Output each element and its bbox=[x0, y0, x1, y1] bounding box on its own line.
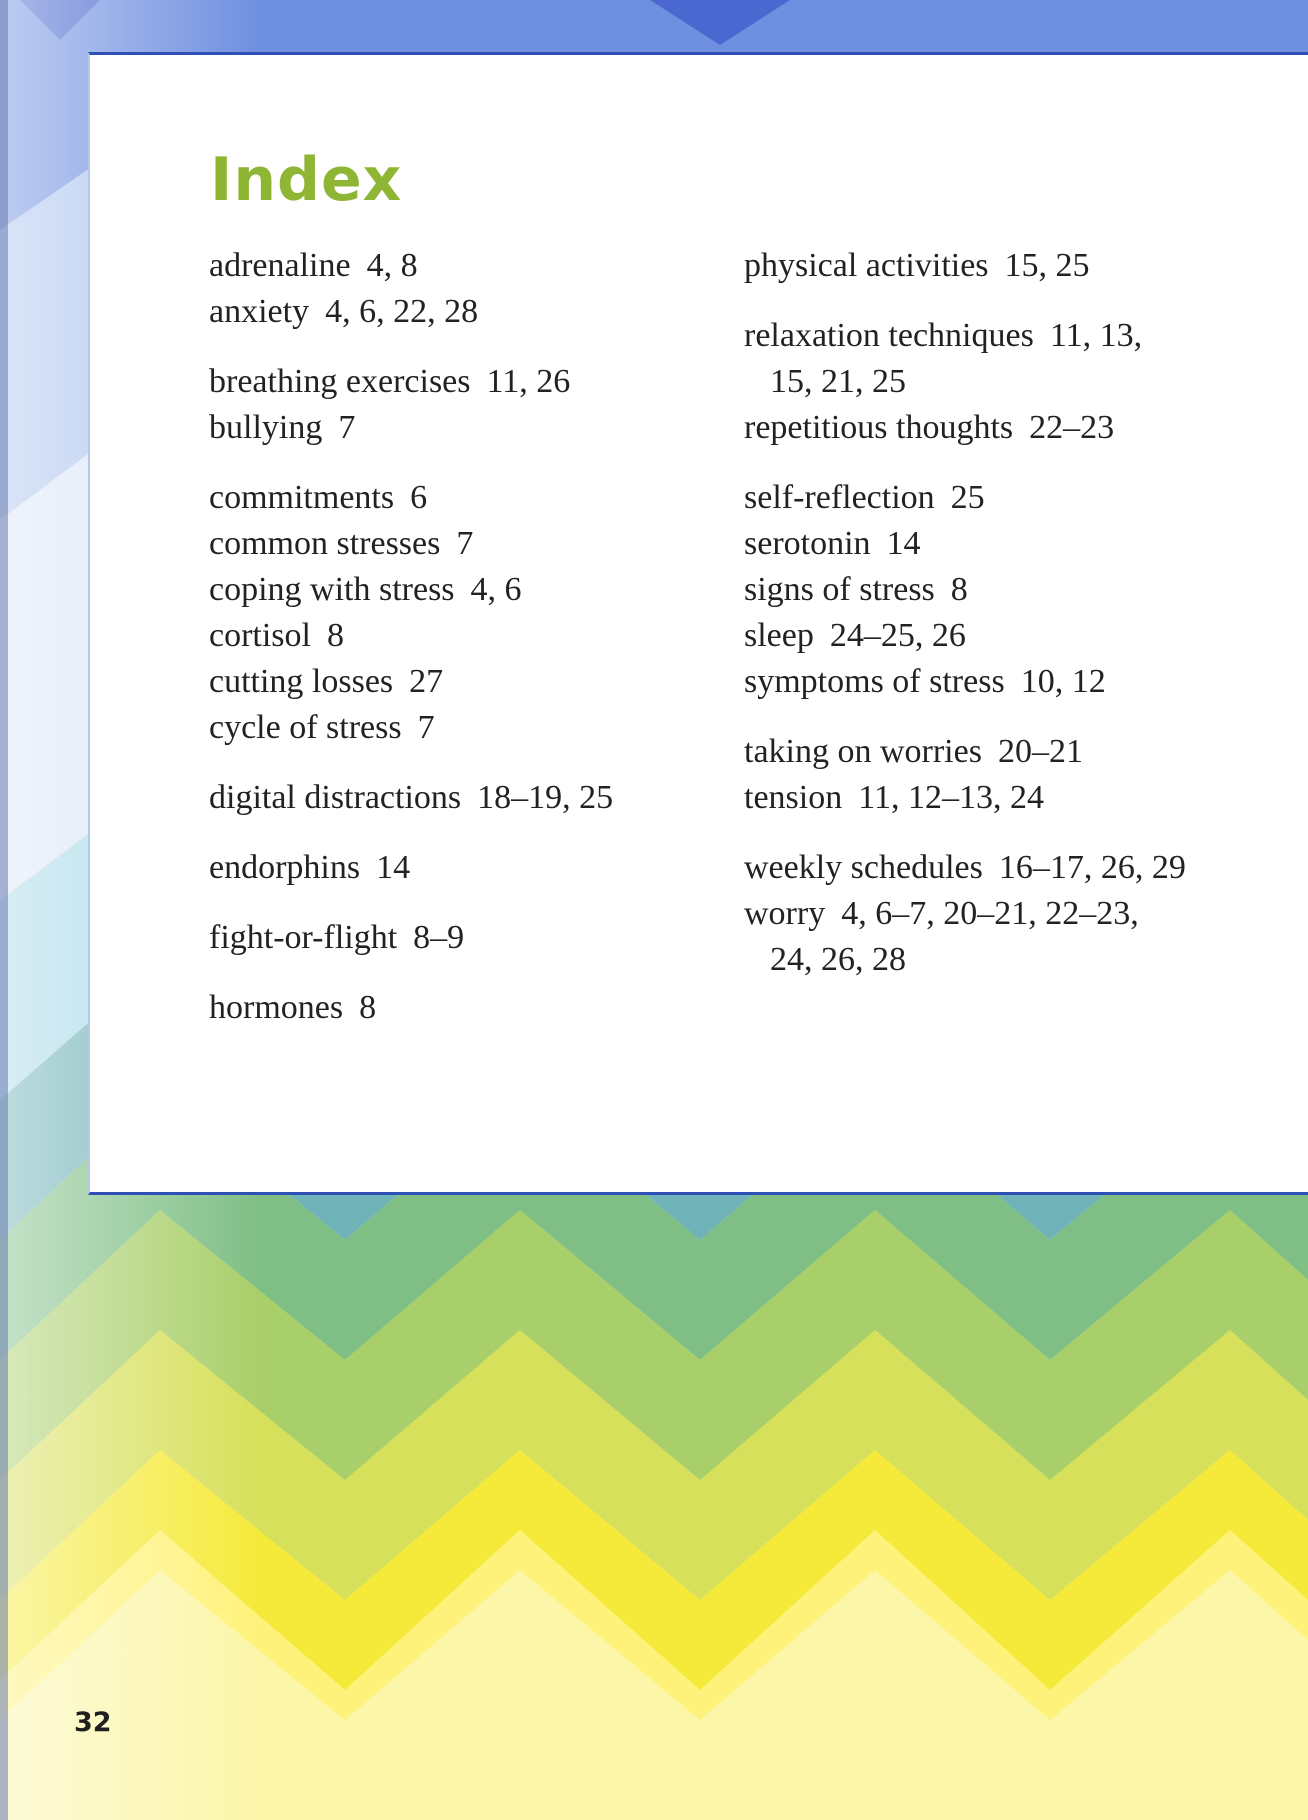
index-entry bbox=[744, 613, 1186, 659]
index-term: self-reflection bbox=[744, 479, 935, 516]
index-pages: 27 bbox=[409, 663, 444, 700]
index-group bbox=[744, 475, 1186, 705]
index-entry bbox=[744, 659, 1186, 705]
index-term: symptoms of stress bbox=[744, 663, 1005, 700]
index-term: common stresses bbox=[209, 525, 441, 562]
index-entry bbox=[209, 289, 613, 335]
index-pages: 14 bbox=[886, 525, 921, 562]
index-pages: 22–23 bbox=[1029, 409, 1115, 446]
index-entry bbox=[209, 845, 613, 891]
index-pages-continued: 24, 26, 28 bbox=[770, 941, 906, 978]
index-term: cutting losses bbox=[209, 663, 394, 700]
index-entry bbox=[744, 313, 1186, 405]
index-group bbox=[209, 359, 613, 451]
index-group bbox=[744, 313, 1186, 451]
index-term: weekly schedules bbox=[744, 849, 983, 886]
index-term: cycle of stress bbox=[209, 709, 402, 746]
index-group bbox=[209, 915, 613, 961]
index-entry bbox=[744, 475, 1186, 521]
index-entry bbox=[744, 521, 1186, 567]
index-pages: 11, 12–13, 24 bbox=[858, 779, 1044, 816]
index-column-right bbox=[744, 243, 1186, 1007]
index-term: bullying bbox=[209, 409, 323, 446]
index-pages: 15, 25 bbox=[1004, 247, 1090, 284]
index-entry bbox=[744, 775, 1186, 821]
index-entry bbox=[209, 915, 613, 961]
index-term: coping with stress bbox=[209, 571, 455, 608]
index-term: anxiety bbox=[209, 293, 310, 330]
index-pages: 8 bbox=[326, 617, 344, 654]
index-term: relaxation techniques bbox=[744, 317, 1034, 354]
index-group bbox=[209, 775, 613, 821]
index-entry bbox=[209, 521, 613, 567]
index-entry bbox=[209, 475, 613, 521]
index-pages: 8–9 bbox=[413, 919, 465, 956]
index-entry bbox=[209, 985, 613, 1031]
index-pages: 4, 6–7, 20–21, 22–23, bbox=[841, 895, 1139, 932]
index-entry bbox=[744, 243, 1186, 289]
index-pages: 24–25, 26 bbox=[829, 617, 966, 654]
index-term: taking on worries bbox=[744, 733, 982, 770]
index-entry bbox=[744, 405, 1186, 451]
index-entry bbox=[209, 243, 613, 289]
index-entry bbox=[209, 405, 613, 451]
index-term: physical activities bbox=[744, 247, 989, 284]
index-pages: 6 bbox=[410, 479, 428, 516]
index-entry bbox=[744, 567, 1186, 613]
index-group bbox=[744, 729, 1186, 821]
index-group bbox=[744, 845, 1186, 983]
index-group bbox=[209, 243, 613, 335]
index-pages: 7 bbox=[456, 525, 474, 562]
index-term: worry bbox=[744, 895, 826, 932]
index-pages: 10, 12 bbox=[1020, 663, 1106, 700]
index-term: adrenaline bbox=[209, 247, 351, 284]
index-term: sleep bbox=[744, 617, 814, 654]
index-pages: 7 bbox=[338, 409, 356, 446]
index-entry bbox=[209, 567, 613, 613]
index-pages: 4, 6 bbox=[470, 571, 522, 608]
index-entry bbox=[744, 729, 1186, 775]
index-pages: 16–17, 26, 29 bbox=[998, 849, 1186, 886]
index-pages: 8 bbox=[950, 571, 968, 608]
page-number: 32 bbox=[74, 1707, 112, 1738]
index-term: fight-or-flight bbox=[209, 919, 398, 956]
index-term: digital distractions bbox=[209, 779, 462, 816]
page-title: Index bbox=[210, 145, 403, 215]
index-term: breathing exercises bbox=[209, 363, 471, 400]
index-pages: 7 bbox=[417, 709, 435, 746]
index-group bbox=[209, 985, 613, 1031]
index-entry bbox=[744, 845, 1186, 891]
index-term: signs of stress bbox=[744, 571, 935, 608]
index-entry bbox=[209, 359, 613, 405]
index-term: hormones bbox=[209, 989, 344, 1026]
index-entry bbox=[209, 705, 613, 751]
index-entry bbox=[744, 891, 1186, 983]
index-group bbox=[744, 243, 1186, 289]
index-entry bbox=[209, 613, 613, 659]
index-term: cortisol bbox=[209, 617, 311, 654]
index-term: commitments bbox=[209, 479, 395, 516]
index-pages: 18–19, 25 bbox=[477, 779, 614, 816]
index-pages: 4, 6, 22, 28 bbox=[325, 293, 479, 330]
index-pages: 11, 13, bbox=[1049, 317, 1143, 354]
index-pages: 20–21 bbox=[997, 733, 1083, 770]
index-group bbox=[209, 475, 613, 751]
index-term: serotonin bbox=[744, 525, 871, 562]
index-term: endorphins bbox=[209, 849, 361, 886]
index-pages: 4, 8 bbox=[366, 247, 418, 284]
index-term: repetitious thoughts bbox=[744, 409, 1014, 446]
index-pages: 8 bbox=[359, 989, 377, 1026]
index-group bbox=[209, 845, 613, 891]
index-entry bbox=[209, 775, 613, 821]
index-pages: 11, 26 bbox=[486, 363, 571, 400]
index-pages: 14 bbox=[376, 849, 411, 886]
index-pages-continued: 15, 21, 25 bbox=[770, 363, 906, 400]
index-column-left bbox=[209, 243, 613, 1055]
index-pages: 25 bbox=[950, 479, 985, 516]
index-entry bbox=[209, 659, 613, 705]
index-term: tension bbox=[744, 779, 843, 816]
